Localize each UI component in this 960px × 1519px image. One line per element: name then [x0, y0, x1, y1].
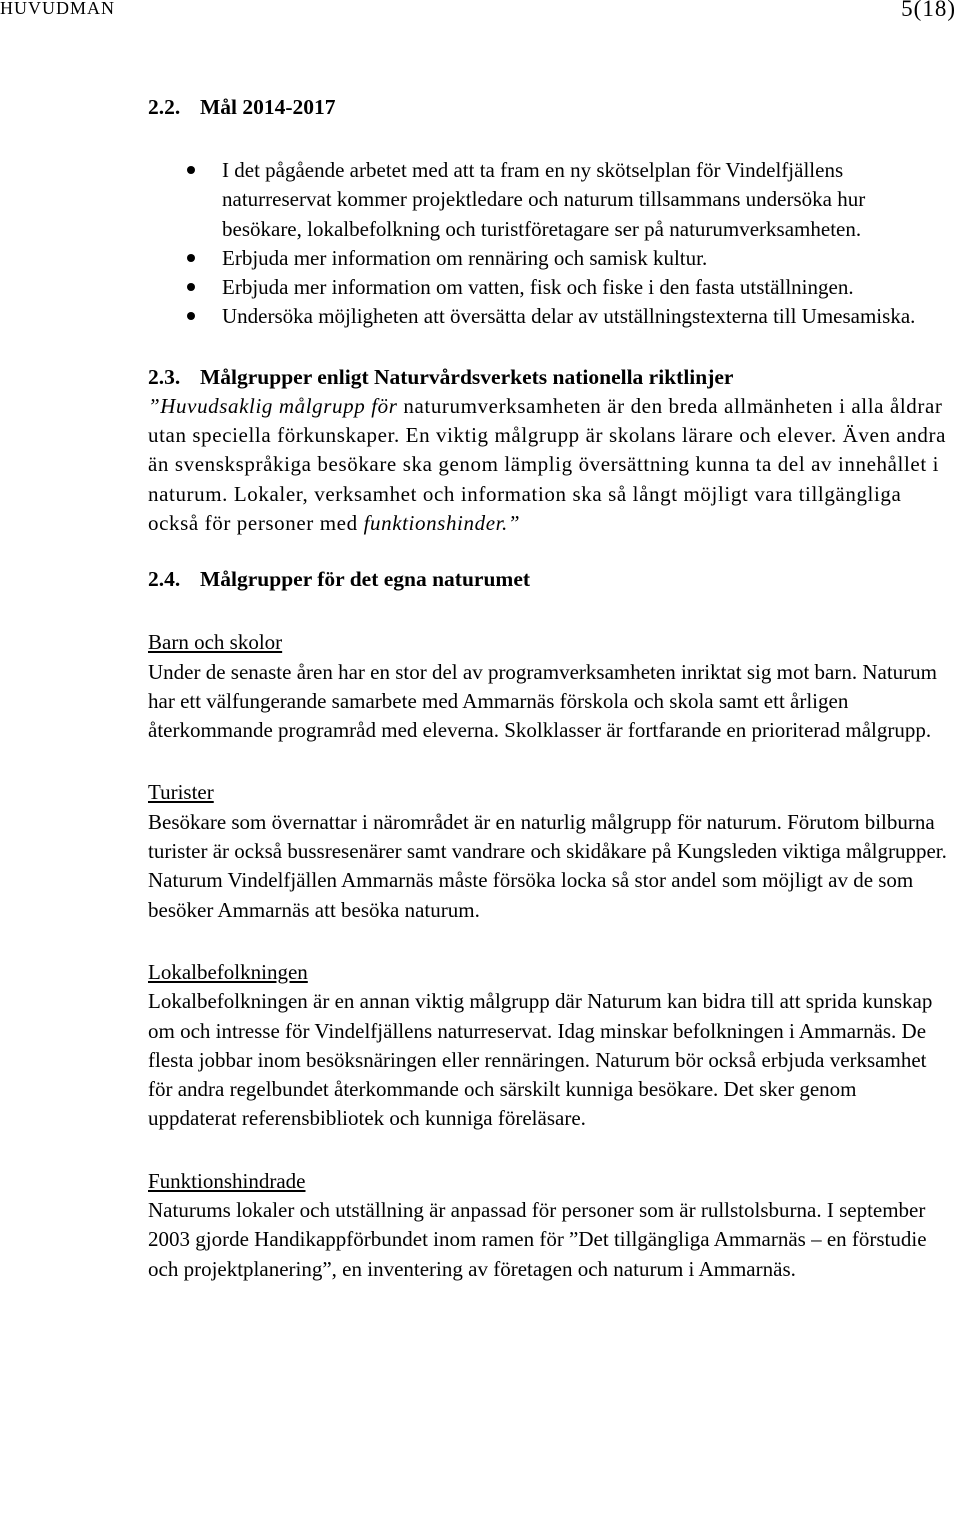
- subheading: Lokalbefolkningen: [148, 959, 308, 984]
- target-group-tourists: [148, 778, 948, 924]
- target-group-locals: [148, 958, 948, 1134]
- guideline-quote: [148, 392, 948, 538]
- bullet-icon: [187, 312, 195, 320]
- list-item-text: Undersöka möjligheten att översätta delar av utställningstexterna till Umesamiska.: [222, 304, 916, 329]
- quote-body-text: naturumverksamheten är den breda allmänheten i alla åldrar utan speciella förkunskaper. En viktig målgrupp är skolans lärare och elever. Även andra än svenskspråkiga besökare ska genom lämplig översättning kunna ta del av innehållet i naturum. Lokaler, verksamhet och information ska så långt möjligt vara tillgängliga också för personer med: [148, 393, 947, 535]
- section-number: 2.3.: [148, 364, 181, 389]
- paragraph: Naturums lokaler och utställning är anpassad för personer som är rullstolsburna. I september 2003 gjorde Handikappförbundet inom ramen för ”Det tillgängliga Ammarnäs – en förstudie och projektplanering”, en inventering av företagen och naturum i Ammarnäs.: [148, 1198, 927, 1281]
- target-group-children: [148, 628, 948, 745]
- section-number: 2.2.: [148, 95, 181, 119]
- list-item-text: I det pågående arbetet med att ta fram en ny skötselplan för Vindelfjällens naturreservat kommer projektledare och naturum tillsammans undersöka hur besökare, lokalbefolkning och turistföretagare ser på naturumverksamheten.: [222, 158, 866, 241]
- header-page-number: 5(18): [901, 0, 956, 21]
- running-header: [0, 0, 960, 30]
- list-item-text: Erbjuda mer information om rennäring och samisk kultur.: [222, 245, 708, 270]
- subheading: Funktionshindrade: [148, 1168, 306, 1193]
- list-item: [148, 302, 932, 331]
- section-title: Målgrupper för det egna naturumet: [200, 567, 531, 592]
- bullet-icon: [187, 283, 195, 291]
- paragraph: Lokalbefolkningen är en annan viktig målgrupp där Naturum kan bidra till att sprida kunskap om och intresse för Vindelfjällens naturreservat. Idag minskar befolkningen i Ammarnäs. De flesta jobbar inom besöksnäringen eller rennäringen. Naturum bör också erbjuda verksamhet för andra regelbundet återkommande och särskilt kunniga besökare. Det sker genom uppdaterat referensbibliotek och kunniga föreläsare.: [148, 989, 933, 1131]
- list-item: [148, 273, 932, 302]
- list-item: [148, 244, 932, 273]
- bullet-icon: [187, 254, 195, 262]
- section-heading-2-4: [148, 564, 948, 594]
- paragraph: Under de senaste åren har en stor del av programverksamheten inriktat sig mot barn. Naturum har ett välfungerande samarbete med Ammarnäs förskola och skola samt ett årligen återkommande programråd med eleverna. Skolklasser är fortfarande en prioriterad målgrupp.: [148, 659, 937, 743]
- bullet-icon: [187, 166, 195, 174]
- target-group-disabled: [148, 1167, 948, 1284]
- section-number: 2.4.: [148, 567, 181, 592]
- goals-list: [148, 156, 948, 332]
- quote-close-text: funktionshinder.”: [363, 510, 521, 535]
- header-organization: HUVUDMAN: [0, 0, 115, 18]
- section-title: Målgrupper enligt Naturvårdsverkets nationella riktlinjer: [200, 364, 734, 389]
- section-title: Mål 2014-2017: [200, 95, 336, 119]
- document-body: [148, 92, 948, 1284]
- section-heading-2-2: [148, 92, 948, 122]
- list-item: [148, 156, 932, 244]
- subheading: Turister: [148, 780, 214, 805]
- list-item-text: Erbjuda mer information om vatten, fisk och fiske i den fasta utställningen.: [222, 275, 854, 300]
- section-heading-2-3: [148, 362, 948, 392]
- paragraph: Besökare som övernattar i närområdet är en naturlig målgrupp för naturum. Förutom bilburna turister är också bussresenärer samt vandrare och skidåkare på Kungsleden viktiga målgrupper. Naturum Vindelfjällen Ammarnäs måste försöka locka så stor andel som möjligt av de som besöker Ammarnäs att besöka naturum.: [148, 809, 947, 922]
- quote-open-text: ”Huvudsaklig målgrupp för: [148, 393, 398, 418]
- subheading: Barn och skolor: [148, 630, 283, 655]
